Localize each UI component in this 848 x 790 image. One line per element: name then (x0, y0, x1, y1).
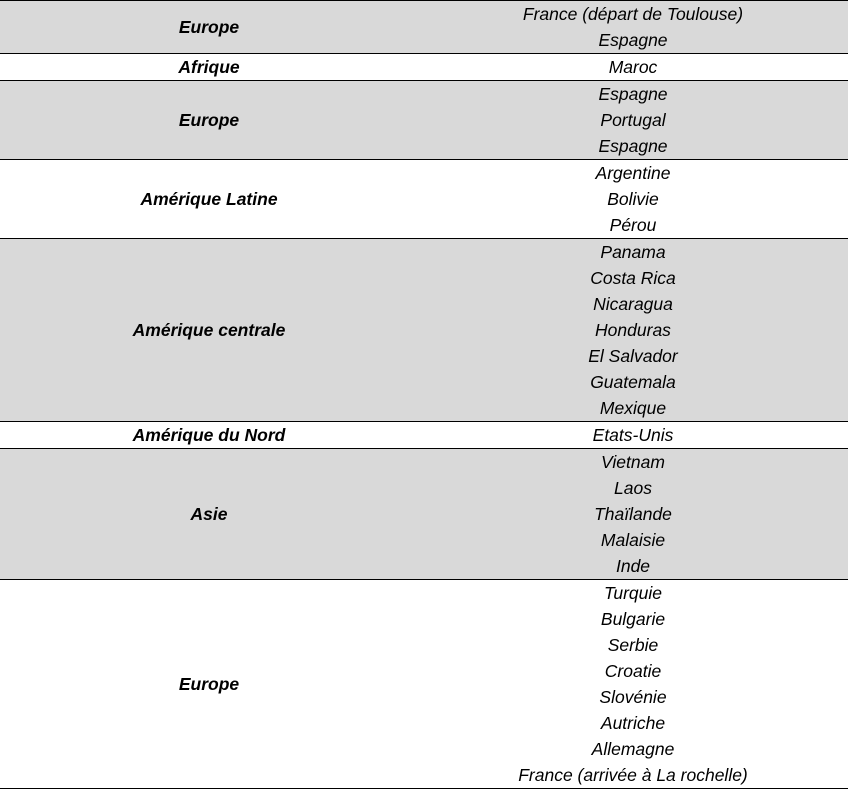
country-name: Espagne (598, 84, 668, 104)
country-name: Thaïlande (594, 504, 672, 524)
country-list (418, 81, 848, 160)
country-name: Nicaragua (593, 294, 673, 314)
region-name: Amérique Latine (0, 160, 418, 239)
country-name: Slovénie (599, 687, 667, 707)
country-name: Portugal (600, 110, 666, 130)
itinerary-table-body (0, 1, 848, 789)
country-name: Honduras (595, 320, 671, 340)
country-name: Croatie (604, 661, 662, 681)
region-name: Afrique (0, 54, 418, 81)
country-name: El Salvador (588, 346, 678, 366)
country-name: Guatemala (590, 372, 676, 392)
region-row (0, 422, 848, 449)
region-row (0, 54, 848, 81)
country-name: Serbie (607, 635, 659, 655)
country-list (418, 160, 848, 239)
country-name: Espagne (598, 30, 668, 50)
country-name: Mexique (599, 398, 667, 418)
country-list (418, 422, 848, 449)
region-name: Europe (0, 1, 418, 54)
country-name: France (départ de Toulouse) (522, 4, 744, 24)
region-name: Europe (0, 81, 418, 160)
country-list (418, 449, 848, 580)
region-row (0, 449, 848, 580)
country-name: Etats-Unis (592, 425, 674, 445)
country-name: Laos (614, 478, 652, 498)
region-row (0, 580, 848, 789)
country-list (418, 239, 848, 422)
country-list (418, 54, 848, 81)
region-row (0, 239, 848, 422)
region-name: Europe (0, 580, 418, 789)
country-name: Espagne (598, 136, 668, 156)
country-name: Inde (615, 556, 651, 576)
country-list (418, 1, 848, 54)
country-name: Costa Rica (590, 268, 676, 288)
country-name: Maroc (608, 57, 658, 77)
country-name: Bulgarie (600, 609, 666, 629)
country-name: France (arrivée à La rochelle) (518, 765, 748, 785)
country-name: Malaisie (600, 530, 666, 550)
country-name: Autriche (600, 713, 666, 733)
country-name: Bolivie (607, 189, 659, 209)
country-name: Argentine (595, 163, 671, 183)
country-list (418, 580, 848, 789)
region-name: Amérique centrale (0, 239, 418, 422)
region-name: Asie (0, 449, 418, 580)
country-name: Vietnam (601, 452, 665, 472)
region-row (0, 1, 848, 54)
country-name: Turquie (603, 583, 663, 603)
region-row (0, 81, 848, 160)
country-name: Allemagne (591, 739, 675, 759)
region-name: Amérique du Nord (0, 422, 418, 449)
country-name: Panama (600, 242, 666, 262)
region-row (0, 160, 848, 239)
country-name: Pérou (609, 215, 657, 235)
